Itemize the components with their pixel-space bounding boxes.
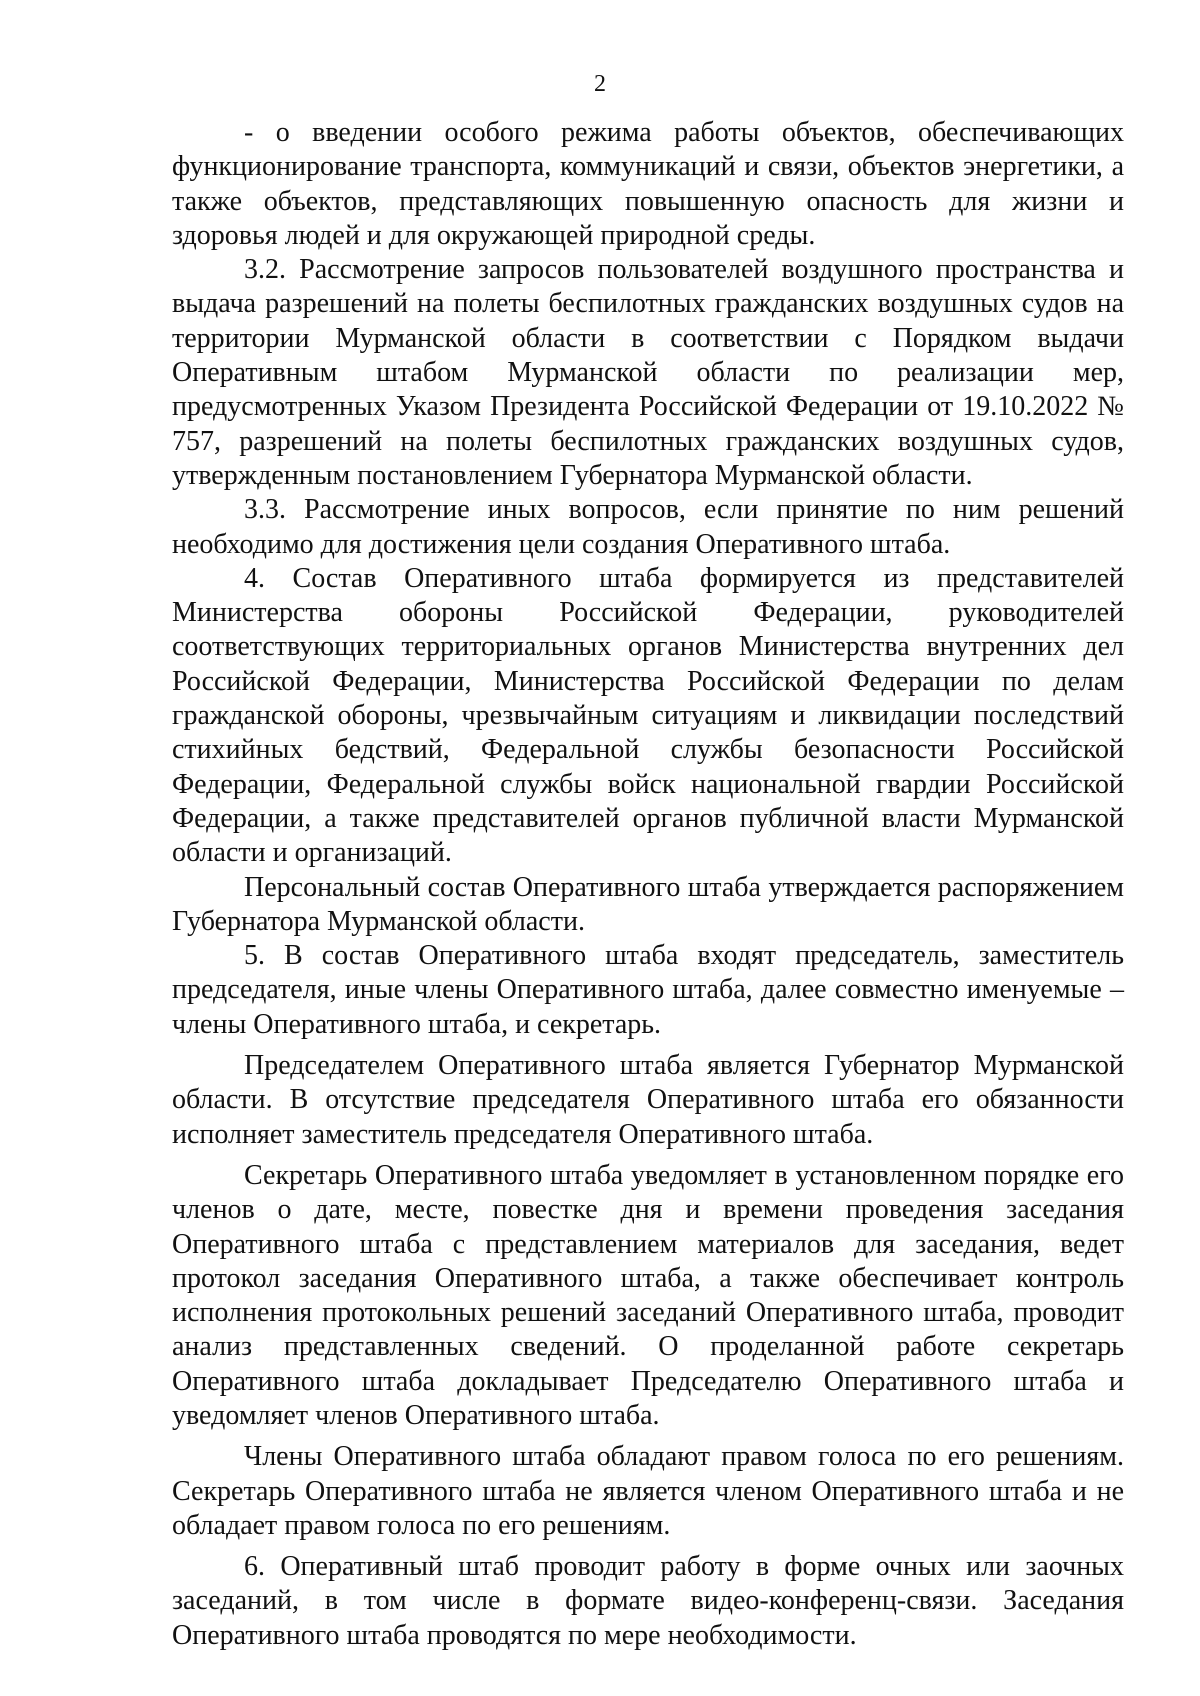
paragraph-chairman: Председателем Оперативного штаба является Губернатор Мурманской области. В отсутствие председателя Оперативного штаба его обязанности исполняет заместитель председателя Оперативного штаба. xyxy=(172,1050,1124,1150)
paragraph-special-regime: - о введении особого режима работы объектов, обеспечивающих функционирование транспорта, коммуникаций и связи, объектов энергетики, а также объектов, представляющих повышенную опасность для жизни и здоровья людей и для окружающей природной среды. xyxy=(172,117,1124,251)
paragraph-3-2: 3.2. Рассмотрение запросов пользователей воздушного пространства и выдача разрешений на полеты беспилотных гражданских воздушных судов на территории Мурманской области в соответствии с Порядком выдачи Оперативным штабом Мурманской области по реализации мер, предусмотренных Указом Президента Российской Федерации от 19.10.2022 № 757, разрешений на полеты беспилотных гражданских воздушных судов, утвержденным постановлением Губернатора Мурманской области. xyxy=(172,254,1124,491)
paragraph-secretary: Секретарь Оперативного штаба уведомляет в установленном порядке его членов о дате, месте, повестке дня и времени проведения заседания Оперативного штаба с представлением материалов для заседания, ведет протокол заседания Оперативного штаба, а также обеспечивает контроль исполнения протокольных решений заседаний Оперативного штаба, проводит анализ представленных сведений. О проделанной работе секретарь Оперативного штаба докладывает Председателю Оперативного штаба и уведомляет членов Оперативного штаба. xyxy=(172,1159,1124,1431)
paragraph-3-3: 3.3. Рассмотрение иных вопросов, если принятие по ним решений необходимо для достижения цели создания Оперативного штаба. xyxy=(172,494,1124,560)
paragraph-6: 6. Оперативный штаб проводит работу в форме очных или заочных заседаний, в том числе в формате видео-конференц-связи. Заседания Оперативного штаба проводятся по мере необходимости. xyxy=(172,1551,1124,1651)
paragraph-personal-composition: Персональный состав Оперативного штаба утверждается распоряжением Губернатора Мурманской области. xyxy=(172,871,1124,937)
paragraph-5: 5. В состав Оперативного штаба входят председатель, заместитель председателя, иные члены Оперативного штаба, далее совместно именуемые – члены Оперативного штаба, и секретарь. xyxy=(172,940,1124,1040)
paragraph-voting-rights: Члены Оперативного штаба обладают правом голоса по его решениям. Секретарь Оперативного штаба не является членом Оперативного штаба и не обладает правом голоса по его решениям. xyxy=(172,1441,1124,1541)
document-body xyxy=(172,116,1124,1653)
page-number: 2 xyxy=(594,71,606,97)
paragraph-4: 4. Состав Оперативного штаба формируется из представителей Министерства обороны Российской Федерации, руководителей соответствующих территориальных органов Министерства внутренних дел Российской Федерации, Министерства Российской Федерации по делам гражданской обороны, чрезвычайным ситуациям и ликвидации последствий стихийных бедствий, Федеральной службы безопасности Российской Федерации, Федеральной службы войск национальной гвардии Российской Федерации, а также представителей органов публичной власти Мурманской области и организаций. xyxy=(172,562,1124,869)
